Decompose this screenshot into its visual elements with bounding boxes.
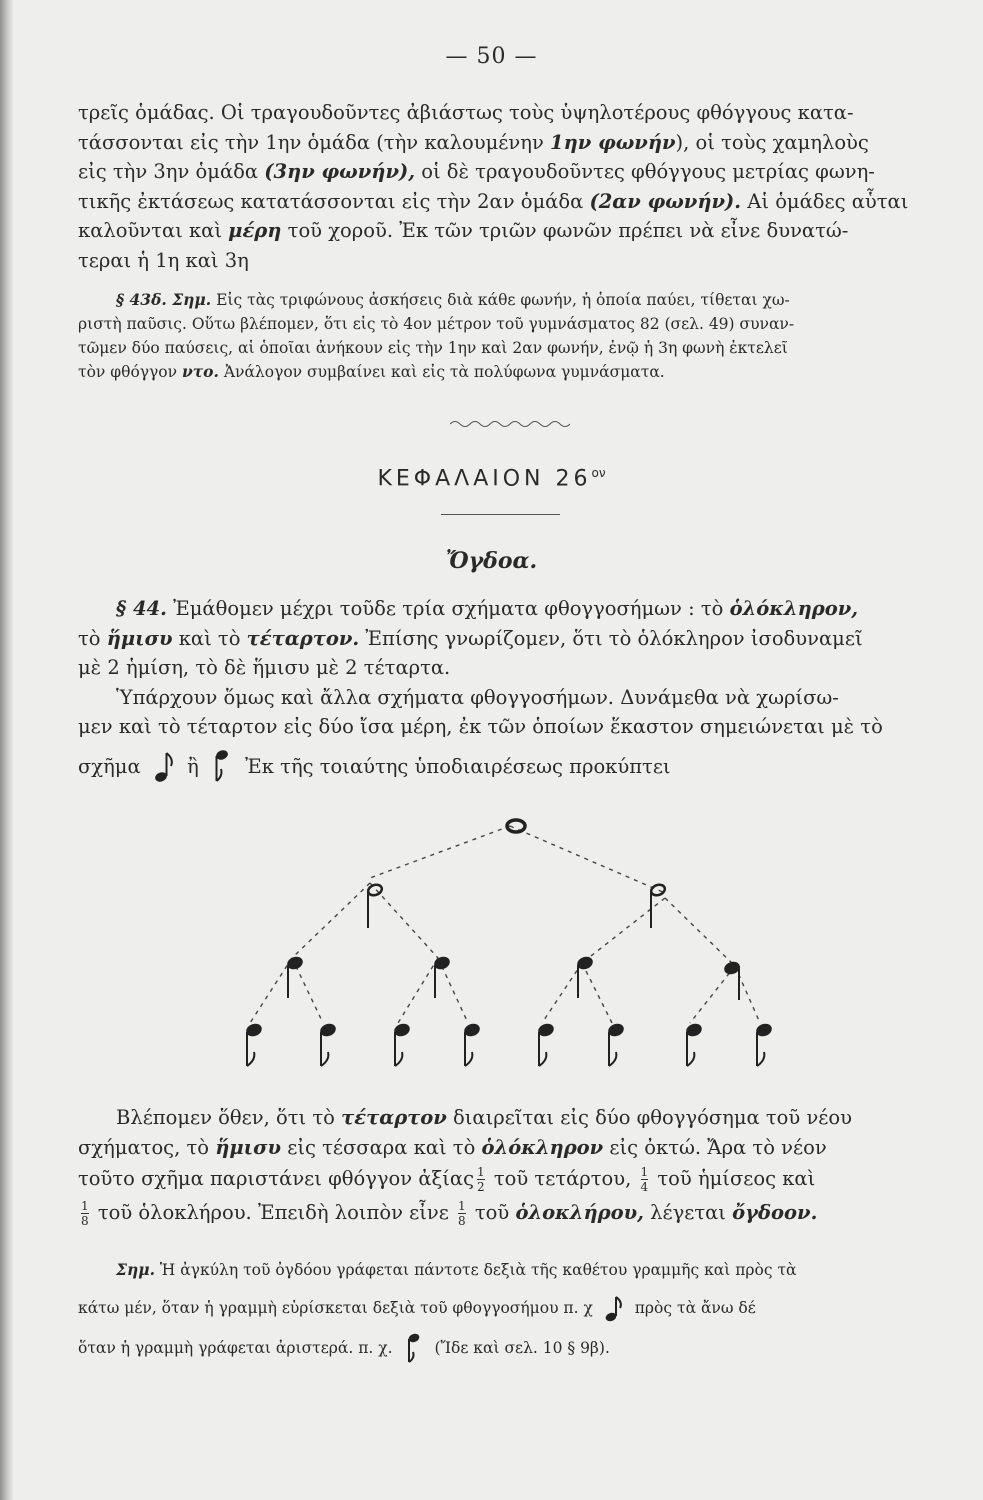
eighth-note-icon <box>756 1023 773 1066</box>
page-edge-shadow <box>0 0 14 1500</box>
eighth-note-stem-right-icon <box>153 750 175 784</box>
intro-paragraph <box>78 98 950 275</box>
eighth-note-icon <box>686 1023 703 1066</box>
intro-line-6: τεραι ἡ 1η καὶ 3η <box>78 248 249 272</box>
intro-line-4: τικῆς ἐκτάσεως κατατάσσονται εἰς τὴν 2αν ὁμάδα (2αν φωνήν). Αἱ ὁμάδες αὗται <box>78 189 909 213</box>
eighth-note-stem-left-icon <box>211 747 233 787</box>
conclusion-line-3: τοῦτο σχῆμα παριστάνει φθόγγον ἀξίας $\frac{1}{2}$ τοῦ τετάρτου, $\frac{1}{4}$ τοῦ ἡμίσεος καὶ <box>78 1164 816 1194</box>
quarter-note-icon <box>724 961 741 1000</box>
final-note-line-3: ὅταν ἡ γραμμὴ γράφεται ἀριστερά. π. χ. (Ἴδε καὶ σελ. 10 § 9β). <box>78 1328 950 1368</box>
final-note-line-2: κάτω μέν, ὅταν ἡ γραμμὴ εὑρίσκεται δεξιὰ τοῦ φθογγοσήμου π. χ πρὸς τὰ ἄνω δέ <box>78 1288 950 1328</box>
section-44-line-1: § 44. Ἐμάθομεν μέχρι τοῦδε τρία σχήματα φθογγοσήμων : τὸ ὁλόκληρον, <box>116 597 859 620</box>
final-note <box>78 1252 950 1368</box>
note-43-line-2: ριστὴ παῦσις. Οὕτω βλέπομεν, ὅτι εἰς τὸ 4ον μέτρον τοῦ γυμνάσματος 82 (σελ. 49) συναν- <box>78 315 795 333</box>
third-voice-term: (3ην φωνήν), <box>264 160 415 183</box>
note-value-tree <box>220 808 780 1088</box>
note-ntо: ντο. <box>181 362 219 381</box>
page-number: — 50 — <box>445 44 538 69</box>
eighth-note-stem-left-icon <box>404 1331 424 1367</box>
quarter-note-icon <box>434 956 451 998</box>
eighth-note-icon <box>320 1023 337 1066</box>
intro-line-5: καλοῦνται καὶ μέρη τοῦ χοροῦ. Ἐκ τῶν τριῶν φωνῶν πρέπει νὰ εἶνε δυνατώ- <box>78 219 849 242</box>
note-43 <box>78 288 950 384</box>
eighth-note-icon <box>246 1023 263 1066</box>
fraction-eighth: $\frac{1}{8}$ <box>458 1198 466 1228</box>
eighth-note-icon <box>538 1023 555 1066</box>
intro-line-2: τάσσονται εἰς τὴν 1ην ὁμάδα (τὴν καλουμένην 1ην φωνήν), οἱ τοὺς χαμηλοὺς <box>78 130 869 154</box>
fraction-half: $\frac{1}{2}$ <box>477 1164 485 1194</box>
wavy-divider <box>450 418 570 430</box>
section-44-line-5: μεν καὶ τὸ τέταρτον εἰς δύο ἴσα μέρη, ἐκ τῶν ὁποίων ἕκαστον σημειώνεται μὲ τὸ <box>78 715 883 738</box>
half-note-icon <box>367 883 384 928</box>
conclusion-line-2: σχήματος, τὸ ἥμισυ εἰς τέσσαρα καὶ τὸ ὁλόκληρον εἰς ὀκτώ. Ἄρα τὸ νέον <box>78 1135 827 1159</box>
eighth-note-stem-right-icon <box>604 1294 624 1324</box>
fraction-eighth: $\frac{1}{8}$ <box>81 1198 89 1228</box>
section-44-line-2: τὸ ἥμισυ καὶ τὸ τέταρτον. Ἐπίσης γνωρίζομεν, ὅτι τὸ ὁλόκληρον ἰσοδυναμεῖ <box>78 626 863 650</box>
section-44-line-4: Ὑπάρχουν ὅμως καὶ ἄλλα σχήματα φθογγοσήμων. Δυνάμεθα νὰ χωρίσω- <box>116 685 839 709</box>
tree-dashed-lines <box>250 826 760 1023</box>
section-44-line-3: μὲ 2 ἡμίση, τὸ δὲ ἥμισυ μὲ 2 τέταρτα. <box>78 656 451 679</box>
eighth-note-icon <box>608 1023 625 1066</box>
section-44 <box>78 594 950 792</box>
conclusion-line-1: Βλέπομεν ὅθεν, ὅτι τὸ τέταρτον διαιρεῖται εἰς δύο φθογγόσημα τοῦ νέου <box>116 1106 853 1129</box>
intro-line-1: τρεῖς ὁμάδας. Οἱ τραγουδοῦντες ἀβιάστως τοὺς ὑψηλοτέρους φθόγγους κατα- <box>78 101 854 124</box>
section-44-line-6: σχῆμα ἢ Ἐκ τῆς τοιαύτης ὑποδιαιρέσεως προκύπτει <box>78 742 950 792</box>
intro-line-3: εἰς τὴν 3ην ὁμάδα (3ην φωνήν), οἱ δὲ τραγουδοῦντες φθόγγους μετρίας φωνη- <box>78 160 875 183</box>
quarter-note-icon <box>577 956 594 998</box>
final-note-label: Σημ. <box>116 1260 155 1279</box>
fraction-quarter: $\frac{1}{4}$ <box>640 1164 649 1194</box>
note-43-line-1: § 43δ. Σημ. Εἰς τὰς τριφώνους ἀσκήσεις διὰ κάθε φωνήν, ἡ ὁποία παύει, τίθεται χω- <box>116 290 790 309</box>
first-voice-term: 1ην φωνήν <box>550 130 676 154</box>
parts-term: μέρη <box>228 219 282 242</box>
conclusion-line-4: $\frac{1}{8}$ τοῦ ὁλοκλήρου. Ἐπειδὴ λοιπὸν εἶνε $\frac{1}{8}$ τοῦ ὁλοκλήρου, λέγεται ὄγδοον. <box>81 1198 818 1228</box>
final-note-line-1: Σημ. Ἡ ἀγκύλη τοῦ ὀγδόου γράφεται πάντοτε δεξιὰ τῆς καθέτου γραμμῆς καὶ πρὸς τὰ <box>116 1260 797 1279</box>
eighth-note-icon <box>464 1023 481 1066</box>
note-43-line-3: τῶμεν δύο παύσεις, αἱ ὁποῖαι ἀνήκουν εἰς τὴν 1ην καὶ 2αν φωνήν, ἐνῷ ἡ 3η φωνὴ ἐκτελεῖ <box>78 339 788 357</box>
second-voice-term: (2αν φωνήν). <box>589 189 742 213</box>
section-heading: Ὄγδοα. <box>445 548 538 574</box>
note-43-line-4: τὸν φθόγγον ντο. Ἀνάλογον συμβαίνει καὶ εἰς τὰ πολύφωνα γυμνάσματα. <box>78 362 665 381</box>
chapter-rule <box>441 514 560 515</box>
note-43-label: § 43δ. Σημ. <box>116 290 212 309</box>
half-note-icon <box>650 883 667 928</box>
section-44-label: § 44. <box>116 597 167 620</box>
eighth-note-icon <box>394 1023 411 1066</box>
chapter-title: ΚΕΦΑΛΑΙΟΝ $26^{o\nu}$ <box>377 466 606 492</box>
conclusion-paragraph <box>78 1103 950 1230</box>
